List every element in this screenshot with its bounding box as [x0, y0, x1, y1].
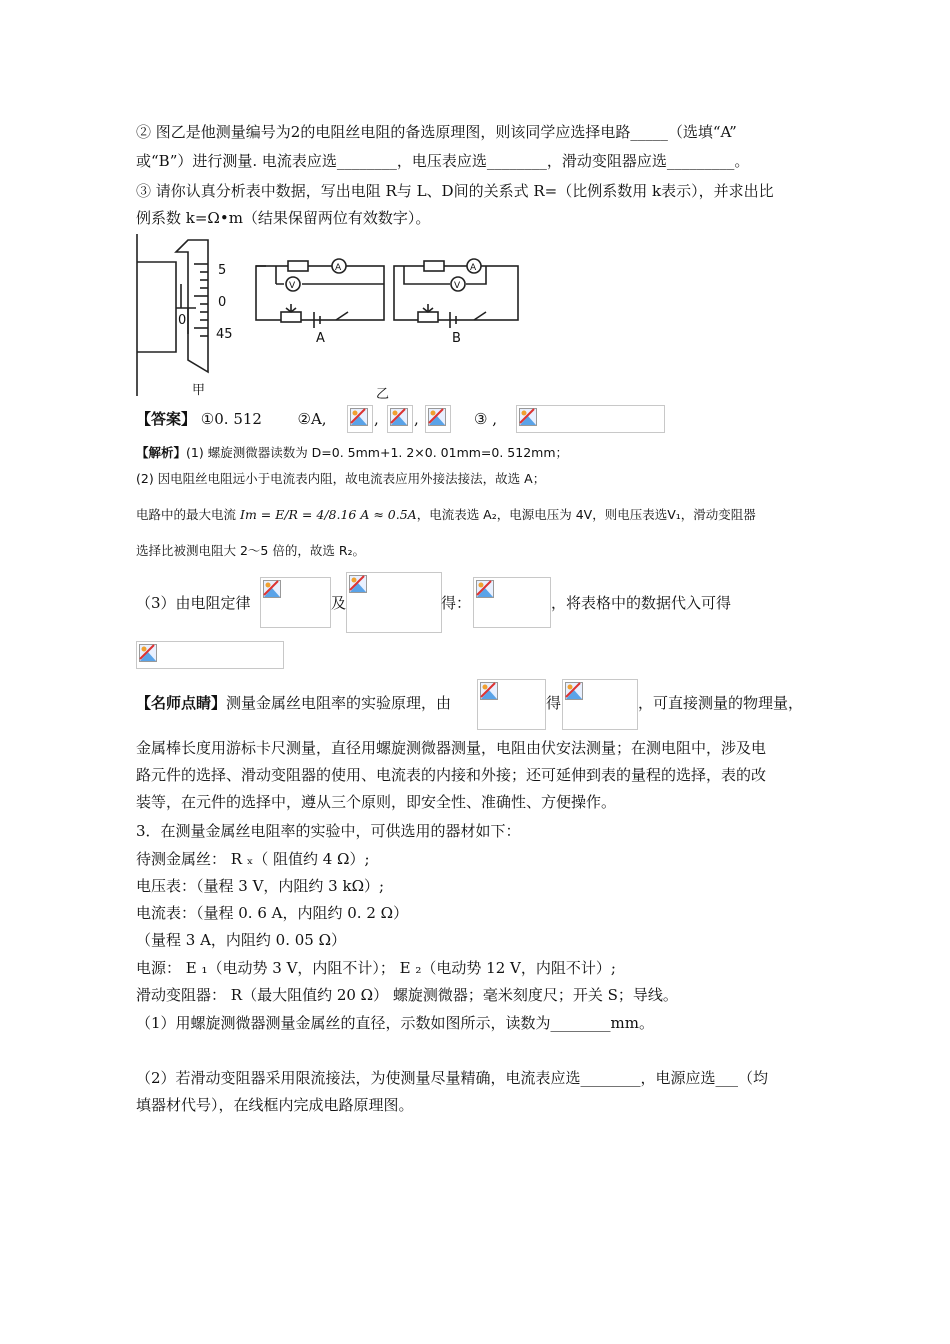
tip-line-4: 装等，在元件的选择中，遵从三个原则，即安全性、准确性、方便操作。: [136, 793, 617, 811]
q2-line-2: 或“B”）进行测量. 电流表应选________，电压表应选________，滑动变阻器应选_________。: [136, 152, 750, 170]
broken-image-icon: [480, 682, 498, 700]
part3-pre: （3）由电阻定律: [136, 594, 251, 612]
ammeter-b-label: A: [470, 263, 477, 273]
formula-image-5: [477, 679, 546, 730]
circuit-a-label: A: [316, 331, 325, 346]
q3-line-7: 滑动变阻器： R（最大阻值约 20 Ω） 螺旋测微器；毫米刻度尺；开关 S；导线。: [136, 986, 678, 1004]
answer-sep-1: ,: [374, 410, 379, 428]
tip-line-2: 金属棒长度用游标卡尺测量，直径用螺旋测微器测量，电阻由伏安法测量；在测电阻中，涉及电: [136, 739, 767, 757]
part3-post: ，将表格中的数据代入可得: [551, 594, 732, 612]
part3-get: 得：: [441, 594, 472, 612]
answer-part-2: ②A,: [297, 410, 327, 428]
q3-line-4: 电流表：（量程 0. 6 A，内阻约 0. 2 Ω）: [136, 904, 409, 922]
q2-line-4: 例系数 k=Ω•m（结果保留两位有效数字）。: [136, 209, 431, 227]
ammeter-a-label: A: [335, 263, 342, 273]
formula-image-1: [260, 577, 331, 628]
figure-yi-label: 乙: [376, 387, 390, 402]
answer-image-1: [347, 405, 373, 433]
broken-image-icon: [350, 408, 368, 426]
broken-image-icon: [428, 408, 446, 426]
scale-45: 45: [216, 327, 233, 342]
broken-image-icon: [390, 408, 408, 426]
formula-image-2: [346, 572, 442, 633]
answer-image-3: [425, 405, 451, 433]
figure-jia-label: 甲: [192, 383, 206, 398]
analysis-text-1: (1) 螺旋测微器读数为 D=0. 5mm+1. 2×0. 01mm=0. 512mm；: [186, 445, 569, 460]
tip-pre: 测量金属丝电阻率的实验原理，由: [226, 694, 452, 712]
broken-image-icon: [565, 682, 583, 700]
analysis-label: 【解析】: [136, 445, 187, 460]
analysis-line-4: 选择比被测电阻大 2～5 倍的，故选 R₂。: [136, 543, 366, 558]
formula-image-3: [473, 577, 551, 628]
analysis-line-3: [136, 502, 756, 528]
analysis-line-3-pre: 电路中的最大电流: [136, 507, 237, 522]
analysis-line-1: [136, 442, 568, 464]
broken-image-icon: [139, 644, 157, 662]
scale-0: 0: [218, 295, 227, 310]
q3-line-8: （1）用螺旋测微器测量金属丝的直径，示数如图所示，读数为________mm。: [136, 1014, 654, 1032]
tip-line-3: 路元件的选择、滑动变阻器的使用、电流表的内接和外接；还可延伸到表的量程的选择，表的改: [136, 766, 767, 784]
tip-post: ，可直接测量的物理量，: [638, 694, 804, 712]
micrometer-and-circuit-figure: [136, 234, 536, 402]
analysis-line-2: (2) 因电阻丝电阻远小于电流表内阻，故电流表应用外接法接法，故选 A；: [136, 471, 546, 486]
circuit-b-label: B: [452, 331, 461, 346]
broken-image-icon: [519, 408, 537, 426]
q3-line-2: 待测金属丝： R ₓ（ 阻值约 4 Ω）;: [136, 850, 370, 868]
tip-get: 得: [546, 694, 562, 712]
q3-line-3: 电压表：（量程 3 V，内阻约 3 kΩ）;: [136, 877, 385, 895]
voltmeter-a-label: V: [289, 281, 296, 291]
q3-line-6: 电源： E ₁（电动势 3 V，内阻不计）； E ₂（电动势 12 V，内阻不计）;: [136, 959, 616, 977]
sleeve-0: 0: [178, 313, 187, 328]
max-current-equation: Im = E/R = 4/8.16 A ≈ 0.5A: [240, 507, 417, 522]
answer-image-2: [387, 405, 413, 433]
scale-5: 5: [218, 263, 227, 278]
answer-image-4: [516, 405, 665, 433]
formula-image-6: [562, 679, 638, 730]
broken-image-icon: [476, 580, 494, 598]
answer-line: [136, 408, 327, 430]
analysis-line-3-post: ，电流表选 A₂，电源电压为 4V，则电压表选V₁，滑动变阻器: [416, 507, 756, 522]
formula-image-4: [136, 641, 284, 669]
tip-line-1: [136, 692, 451, 714]
q3-line-10: 填器材代号），在线框内完成电路原理图。: [136, 1096, 414, 1114]
part3-and: 及: [331, 594, 347, 612]
q3-line-9: （2）若滑动变阻器采用限流接法，为使测量尽量精确，电流表应选________，电源应选___（均: [136, 1069, 769, 1087]
answer-part-1: ①0. 512: [200, 410, 262, 428]
tip-label: 【名师点睛】: [136, 694, 227, 712]
answer-label: 【答案】: [136, 410, 197, 428]
voltmeter-b-label: V: [454, 281, 461, 291]
answer-sep-2: ,: [414, 410, 419, 428]
q3-line-1: 3．在测量金属丝电阻率的实验中，可供选用的器材如下：: [136, 822, 521, 840]
q2-line-3: ③ 请你认真分析表中数据，写出电阻 R与 L、D间的关系式 R=（比例系数用 k表示），并求出比: [136, 182, 774, 200]
broken-image-icon: [263, 580, 281, 598]
broken-image-icon: [349, 575, 367, 593]
q2-line-1: ② 图乙是他测量编号为2的电阻丝电阻的备选原理图，则该同学应选择电路_____（选填“A”: [136, 123, 737, 141]
q3-line-5: （量程 3 A，内阻约 0. 05 Ω）: [136, 931, 347, 949]
answer-part-3: ③ ,: [474, 410, 497, 428]
